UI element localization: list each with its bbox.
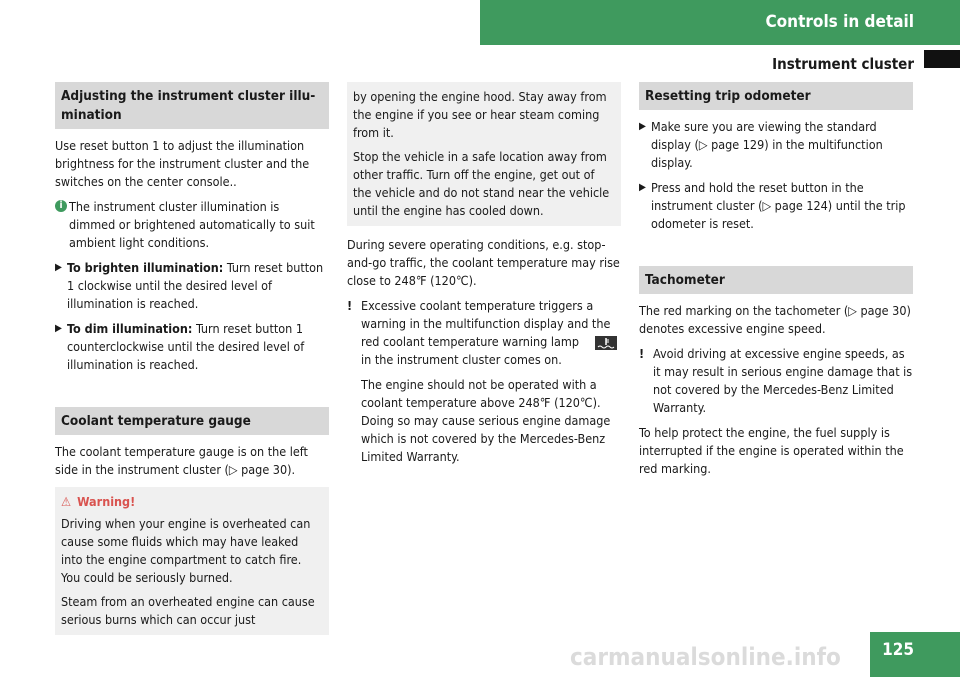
engine-temperature-paragraph: The engine should not be operated with a coolant temperature above 248℉ (120℃). Doing so may cause serious engine damage which is not covered by the Mercedes-Benz Limited Warranty. (361, 377, 611, 464)
arrow-icon: ▶ (639, 121, 646, 132)
warning-triangle-icon: ⚠ (61, 494, 72, 509)
coolant-paragraph: The coolant temperature gauge is on the left side in the instrument cluster (▷ page 30). (55, 444, 308, 477)
caution-text-b: in the instrument cluster comes on. (361, 352, 562, 367)
column-middle (347, 82, 621, 473)
heading-coolant: Coolant temperature gauge (55, 407, 329, 435)
coolant-warning-lamp-icon (595, 336, 617, 350)
dim-label: To dim illumination: (67, 321, 193, 336)
info-note (55, 198, 329, 252)
warning-paragraph-2: Steam from an overheated engine can cause serious burns which can occur just (61, 594, 315, 627)
arrow-icon: ▶ (55, 262, 62, 273)
engine-speed-text: Avoid driving at excessive engine speeds, as it may result in serious engine damage that is not covered by the Mercedes-Benz Limited Warranty. (653, 346, 913, 415)
warning-title-text: Warning! (77, 494, 136, 509)
fuel-supply-paragraph: To help protect the engine, the fuel supply is interrupted if the engine is operated within the red marking. (639, 425, 904, 476)
warning-paragraph-1: Driving when your engine is overheated can cause some fluids which may have leaked into the engine compartment to catch fire. You could be seriously burned. (61, 516, 311, 585)
warning-paragraph-3: by opening the engine hood. Stay away from the engine if you see or hear steam coming from it. (353, 89, 607, 140)
brighten-text: Turn reset button 1 clockwise until the desired level of illumination is reached. (67, 260, 324, 311)
engine-speed-note (639, 345, 913, 417)
warning-paragraph-4: Stop the vehicle in a safe location away from other traffic. Turn off the engine, get out of the vehicle and do not stand near the vehicle until the engine has cooled down. (353, 149, 610, 218)
heading-illumination: Adjusting the instrument cluster illu-mination (55, 82, 329, 129)
caution-text-a: Excessive coolant temperature triggers a warning in the multifunction display and the red coolant temperature warning lamp (361, 298, 611, 349)
tachometer-paragraph: The red marking on the tachometer (▷ page 30) denotes excessive engine speed. (639, 303, 911, 336)
dim-text: Turn reset button 1 counterclockwise until the desired level of illumination is reached. (67, 321, 305, 372)
standard-display-text: Make sure you are viewing the standard display (▷ page 129) in the multifunction display. (651, 119, 883, 170)
column-left (55, 82, 329, 635)
list-item-reset (639, 179, 913, 233)
info-icon: i (55, 200, 67, 212)
section-title: Instrument cluster (772, 55, 914, 73)
heading-trip-odometer: Resetting trip odometer (639, 82, 913, 110)
list-item-dim (55, 320, 329, 374)
heading-tachometer: Tachometer (639, 266, 913, 294)
arrow-icon: ▶ (639, 182, 646, 193)
brighten-label: To brighten illumination: (67, 260, 224, 275)
watermark: carmanualsonline.info (570, 643, 841, 671)
arrow-icon: ▶ (55, 323, 62, 334)
exclamation-icon: ! (347, 298, 353, 313)
page-number: 125 (882, 640, 914, 660)
info-note-text: The instrument cluster illumination is dimmed or brightened automatically to suit ambient light conditions. (69, 199, 315, 250)
warning-box (55, 487, 329, 635)
severe-conditions-paragraph: During severe operating conditions, e.g. stop-and-go traffic, the coolant temperature may rise close to 248℉ (120℃). (347, 237, 620, 288)
list-item-standard-display (639, 118, 913, 172)
column-right (639, 82, 913, 485)
section-tab-marker (924, 50, 960, 68)
list-item-brighten (55, 259, 329, 313)
caution-note (347, 297, 621, 369)
chapter-title: Controls in detail (765, 12, 914, 32)
reset-text: Press and hold the reset button in the instrument cluster (▷ page 124) until the trip odometer is reset. (651, 180, 906, 231)
warning-title (61, 493, 323, 511)
exclamation-icon: ! (639, 346, 645, 361)
illumination-paragraph: Use reset button 1 to adjust the illumination brightness for the instrument cluster and the switches on the center console.. (55, 138, 310, 189)
warning-box-continued (347, 82, 621, 226)
